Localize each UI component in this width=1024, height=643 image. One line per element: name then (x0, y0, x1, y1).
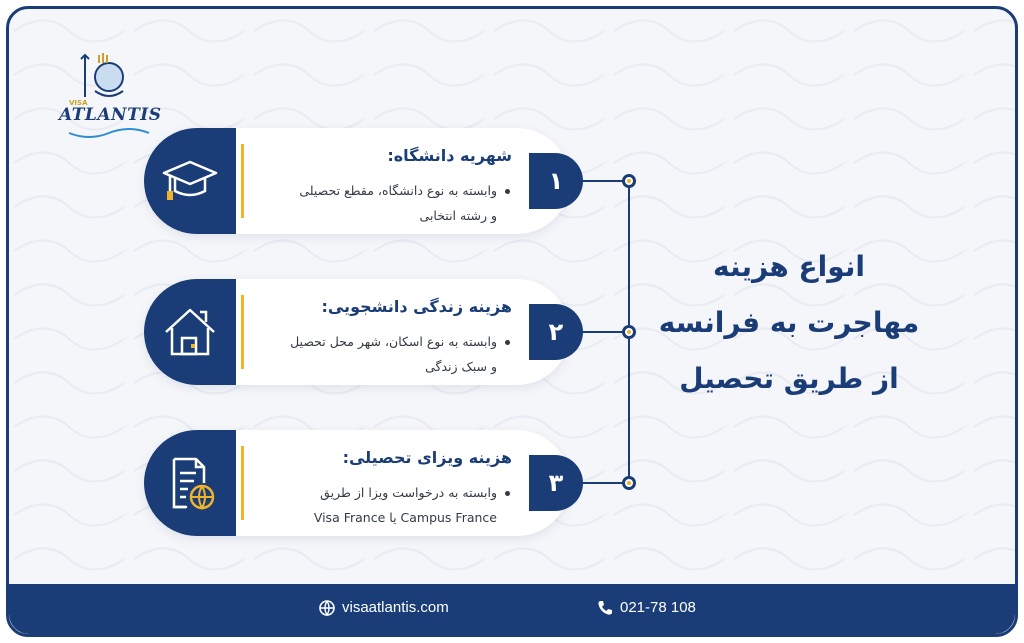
card-description (260, 480, 510, 530)
headline-line2: مهاجرت به فرانسه (658, 306, 920, 339)
headline-line1: انواع هزینه (713, 250, 865, 283)
globe-icon (319, 600, 335, 616)
card-number-badge: ۲ (529, 304, 583, 360)
card-living-cost (144, 279, 570, 385)
website-text[interactable]: visaatlantis.com (342, 599, 449, 616)
card-title: شهریه دانشگاه: (387, 146, 512, 165)
card-tuition (144, 128, 570, 234)
phone-text[interactable]: 021-78 108 (620, 599, 696, 616)
connector-dot (622, 325, 636, 339)
graduation-cap-icon (160, 151, 220, 211)
card-desc-line1: وابسته به نوع دانشگاه، مقطع تحصیلی (299, 183, 497, 198)
headline (639, 239, 939, 407)
card-divider (241, 446, 244, 520)
card-divider (241, 144, 244, 218)
logo-visa-text: VISA (69, 99, 88, 107)
card-divider (241, 295, 244, 369)
card-desc-line2: و رشته انتخابی (419, 208, 497, 223)
card-visa-cost (144, 430, 570, 536)
connector-dot (622, 174, 636, 188)
card-title: هزینه ویزای تحصیلی: (342, 448, 512, 467)
footer-phone[interactable] (597, 599, 696, 616)
card-desc-line1: وابسته به درخواست ویزا از طریق (320, 485, 497, 500)
card-desc-line2: Campus France یا Visa France (313, 510, 497, 525)
bullet-dot (505, 189, 510, 194)
bullet-dot (505, 491, 510, 496)
card-description (260, 178, 510, 228)
logo-wordmark: ATLANTIS (59, 105, 162, 125)
headline-line3: از طریق تحصیل (679, 362, 899, 395)
infographic-frame (6, 6, 1018, 637)
logo-wave-icon (59, 127, 159, 141)
house-icon (160, 302, 220, 362)
card-description (260, 329, 510, 379)
connector-dot (622, 476, 636, 490)
phone-icon (597, 600, 613, 616)
card-desc-line1: وابسته به نوع اسکان، شهر محل تحصیل (290, 334, 497, 349)
visa-atlantis-logo (59, 53, 162, 145)
document-globe-icon (160, 453, 220, 513)
card-title: هزینه زندگی دانشجویی: (321, 297, 512, 316)
footer-website[interactable] (319, 599, 449, 616)
bullet-dot (505, 340, 510, 345)
card-number-badge: ۳ (529, 455, 583, 511)
footer-bar (9, 584, 1015, 634)
card-number-badge: ۱ (529, 153, 583, 209)
card-desc-line2: و سبک زندگی (425, 359, 497, 374)
